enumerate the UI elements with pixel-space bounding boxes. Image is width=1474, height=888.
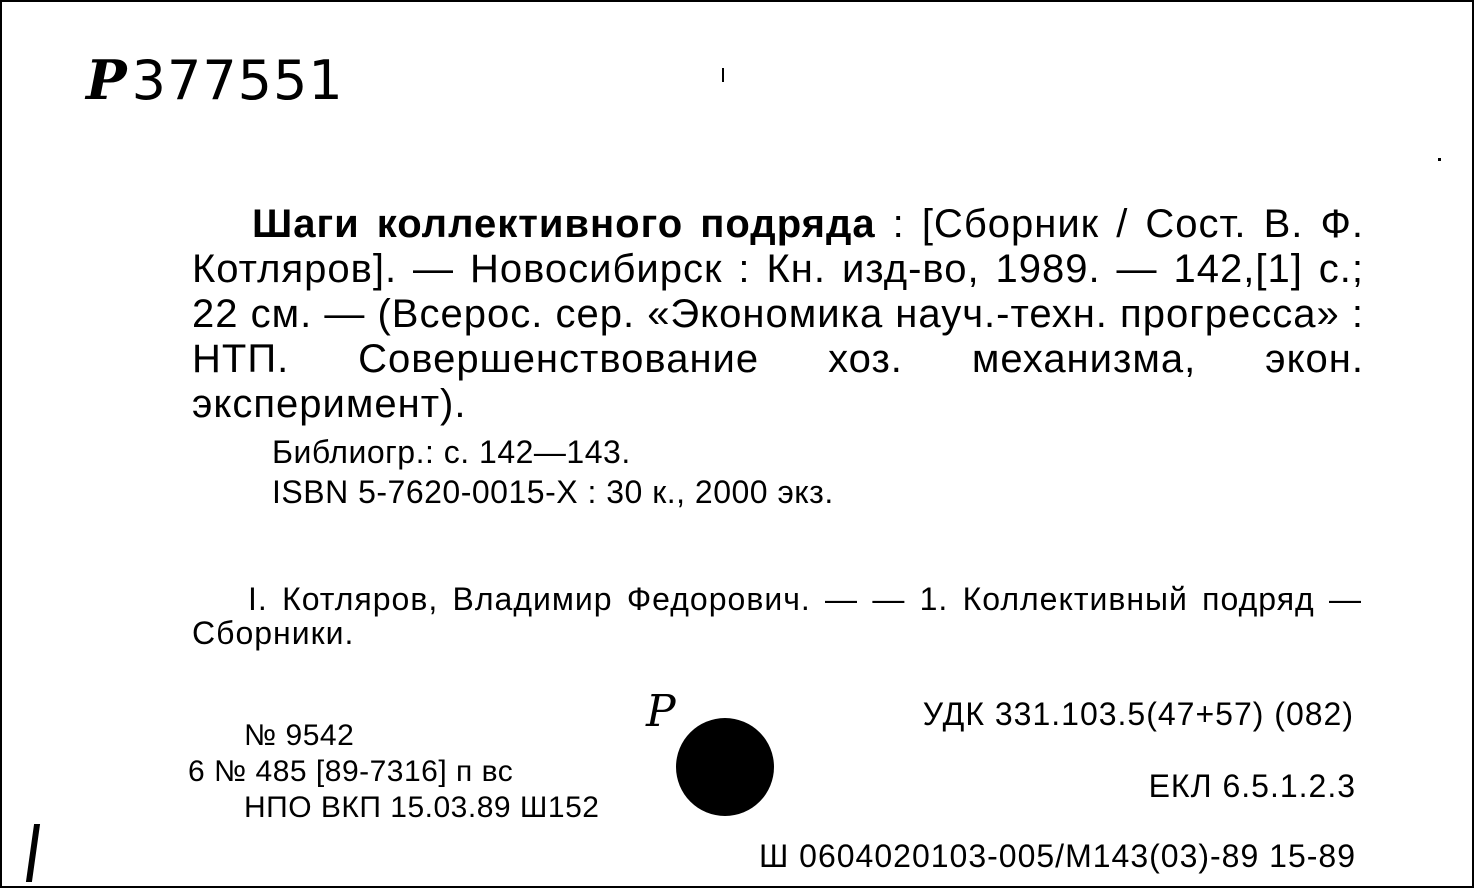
handwritten-mark: P [646,686,676,737]
shelf-code: Ш 0604020103-005/М143(03)-89 15-89 [758,838,1356,874]
main-entry [192,202,1364,427]
tracings: I. Котляров, Владимир Федорович. — — 1. Коллективный подряд — Сборники. [192,581,1362,651]
call-number-value: 377551 [131,49,344,112]
card-number: № 9542 [244,719,355,752]
printer-info: НПО ВКП 15.03.89 Ш152 [244,791,600,824]
udc-code: УДК 331.103.5(47+57) (082) [922,696,1354,732]
publisher-info [188,718,599,826]
tick-mark [722,68,724,82]
book-title: Шаги коллективного подряда [252,202,876,246]
black-dot [676,718,774,816]
entry-description: : [Сборник / Сост. В. Ф. Котляров]. — Новосибирск : Кн. изд-во, 1989. — 142,[1] с.; 22 см. — (Всерос. сер. «Экономика науч.-техн. прогресса» : НТП. Совершенствование хоз. механизма, экон. эксперимент). [192,202,1364,426]
order-number: 6 № 485 [89-7316] п вс [188,755,514,788]
pen-mark [26,824,40,882]
bibliography-note: Библиогр.: с. 142—143. [272,434,631,470]
call-number-prefix: Р [86,48,128,112]
isbn-note: ISBN 5-7620-0015-X : 30 к., 2000 экз. [272,474,834,510]
call-number [86,48,344,112]
ekl-code: ЕКЛ 6.5.1.2.3 [1148,768,1356,804]
dot-mark [1438,158,1441,161]
